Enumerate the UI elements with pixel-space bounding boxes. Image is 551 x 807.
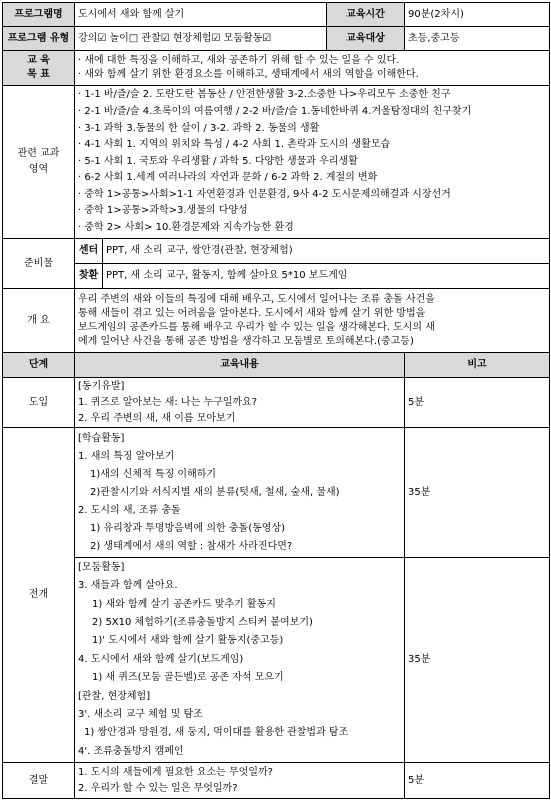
intro-line: 1. 퀴즈로 알아보는 새: 나는 누구일까요?	[78, 396, 258, 408]
materials-visit-value: PPT, 새 소리 교구, 활동지, 함께 살아요 5*10 보드게임	[103, 264, 550, 289]
duration-value: 90분(2차시)	[405, 3, 550, 27]
duration-label: 교육시간	[327, 3, 405, 27]
development-stage: 전개	[3, 428, 75, 763]
group-line: 3. 새들과 함께 살아요.	[78, 580, 178, 592]
curriculum-item: · 4-1 사회 1. 지역의 위치와 특성 / 4-2 사회 1. 촌락과 도시의 생활모습	[78, 139, 391, 151]
curriculum-item: · 중학 1>공통>과학>3.생물의 다양성	[78, 205, 248, 217]
curriculum-item: · 2-1 바/즐/슬 4.초록이의 여름여행 / 2-2 바/즐/슬 1.동네한바퀴 4.겨울탐정대의 친구찾기	[78, 105, 472, 117]
group-line: [관찰, 현장체험]	[78, 690, 151, 702]
goal-item: · 새와 함께 살기 위한 환경요소를 이해하고, 생태계에서 새의 역할을 이해한다.	[78, 69, 419, 80]
group-line: [모둠활동]	[78, 561, 125, 573]
development-group-note: 35분	[405, 558, 550, 763]
overview-content	[75, 289, 550, 353]
materials-visit-row	[3, 264, 550, 289]
goals-label: 교 육 목 표	[3, 51, 75, 86]
group-line: 4'. 조류충돌방지 캠페인	[78, 745, 184, 757]
curriculum-item: · 1-1 바/즐/슬 2. 도란도란 봄동산 / 안전한생활 3-2.소중한 나>우리모두 소중한 친구	[78, 89, 451, 101]
activity-line: 1)새의 신체적 특징 이해하기	[90, 468, 217, 480]
activity-line: [학습활동]	[78, 432, 125, 444]
program-name-value: 도시에서 새와 함께 살기	[75, 3, 327, 27]
development-activity-content	[75, 428, 405, 558]
intro-row	[3, 378, 550, 428]
lesson-plan-table	[2, 2, 550, 799]
group-line: 1)' 도시에서 새와 함께 살기 활동지(중고등)	[92, 635, 284, 647]
materials-visit-label: 찾환	[75, 264, 103, 289]
outro-note: 5분	[405, 763, 550, 799]
group-line: 4. 도시에서 새와 함께 살기(보드게임)	[78, 653, 244, 665]
overview-line: 통해 새들이 겪고 있는 어려움을 알아본다. 도시에서 새와 함께 살기 위한 방법을	[78, 307, 426, 319]
group-line: 1) 새 퀴즈(모둠 골든벨)로 공존 자석 모으기	[92, 672, 284, 684]
group-line: 3'. 새소리 교구 체험 및 탐조	[78, 709, 203, 721]
materials-label: 준비물	[3, 239, 75, 289]
materials-center-row	[3, 239, 550, 264]
overview-label: 개 요	[3, 289, 75, 353]
activity-line: 2. 도시의 새, 조류 충돌	[78, 504, 181, 516]
outro-line: 1. 도시의 새들에게 필요한 요소는 무엇일까?	[78, 766, 273, 778]
development-activity-row	[3, 428, 550, 558]
intro-content	[75, 378, 405, 428]
curriculum-row	[3, 86, 550, 239]
target-value: 초등,중고등	[405, 27, 550, 51]
target-label: 교육대상	[327, 27, 405, 51]
materials-center-value: PPT, 새 소리 교구, 쌍안경(관찰, 현장체험)	[103, 239, 550, 264]
overview-row	[3, 289, 550, 353]
development-activity-note: 35분	[405, 428, 550, 558]
curriculum-item: · 3-1 과학 3.동물의 한 살이 / 3-2. 과학 2. 동물의 생활	[78, 122, 320, 134]
goals-row	[3, 51, 550, 86]
schedule-header-row	[3, 353, 550, 378]
goal-item: · 새에 대한 특징을 이해하고, 새와 공존하기 위해 할 수 있는 일을 수 있다.	[78, 55, 400, 66]
development-group-content	[75, 558, 405, 763]
curriculum-label: 관련 교과 영역	[3, 86, 75, 239]
note-column-header: 비고	[405, 353, 550, 378]
group-line: 1) 쌍안경과 망원경, 새 둥지, 먹이대를 활용한 관찰법과 탐조	[84, 727, 349, 739]
curriculum-item: · 중학 2> 사회> 10.환경문제와 지속가능한 환경	[78, 222, 294, 234]
intro-line: [동기유발]	[78, 380, 125, 392]
group-line: 2) 5X10 체험하기(조류충돌방지 스티커 붙여보기)	[92, 616, 313, 628]
program-type-label: 프로그램 유형	[3, 27, 75, 51]
curriculum-content	[75, 86, 550, 239]
program-type-value: 강의☑ 놀이□ 관찰☑ 현장체험☑ 모둠활동☑	[75, 27, 327, 51]
program-name-row	[3, 3, 550, 27]
intro-note: 5분	[405, 378, 550, 428]
overview-line: 보드게임의 공존카드를 통해 배우고 우리가 할 수 있는 일을 생각해본다. 도시의 새	[78, 321, 435, 333]
program-name-label: 프로그램명	[3, 3, 75, 27]
overview-line: 우리 주변의 새와 이들의 특징에 대해 배우고, 도시에서 일어나는 조류 충돌 사건을	[78, 293, 435, 305]
overview-line: 에게 일어난 사건을 통해 공존 방법을 생각하고 모둠별로 토의해본다.(중고등)	[78, 335, 414, 347]
intro-stage: 도입	[3, 378, 75, 428]
group-line: 1) 새와 함께 살기 공존카드 맞추기 활동지	[92, 598, 276, 610]
outro-stage: 결말	[3, 763, 75, 799]
activity-line: 1. 새의 특징 알아보기	[78, 450, 175, 462]
stage-column-header: 단계	[3, 353, 75, 378]
outro-line: 2. 우리가 할 수 있는 일은 무엇일까?	[78, 782, 238, 794]
activity-line: 1) 유리창과 투명방음벽에 의한 충돌(동영상)	[90, 522, 286, 534]
content-column-header: 교육내용	[75, 353, 405, 378]
materials-center-label: 센터	[75, 239, 103, 264]
outro-row	[3, 763, 550, 799]
curriculum-item: · 6-2 사회 1.세계 여러나라의 자연과 문화 / 6-2 과학 2. 계절의 변화	[78, 172, 378, 184]
goals-content	[75, 51, 550, 86]
activity-line: 2)관찰시기와 서식지별 새의 분류(텃새, 철새, 숲새, 물새)	[90, 486, 340, 498]
outro-content	[75, 763, 405, 799]
intro-line: 2. 우리 주변의 새, 새 이름 모아보기	[78, 412, 236, 424]
curriculum-item: · 중학 1>공통>사회>1-1 자연환경과 인문환경, 9사 4-2 도시문제의해결과 시장선거	[78, 188, 451, 200]
curriculum-item: · 5-1 사회 1. 국토와 우리생활 / 과학 5. 다양한 생물과 우리생활	[78, 155, 358, 167]
development-group-row	[3, 558, 550, 763]
activity-line: 2) 생태계에서 새의 역할 : 참새가 사라진다면?	[90, 540, 293, 552]
program-type-row	[3, 27, 550, 51]
